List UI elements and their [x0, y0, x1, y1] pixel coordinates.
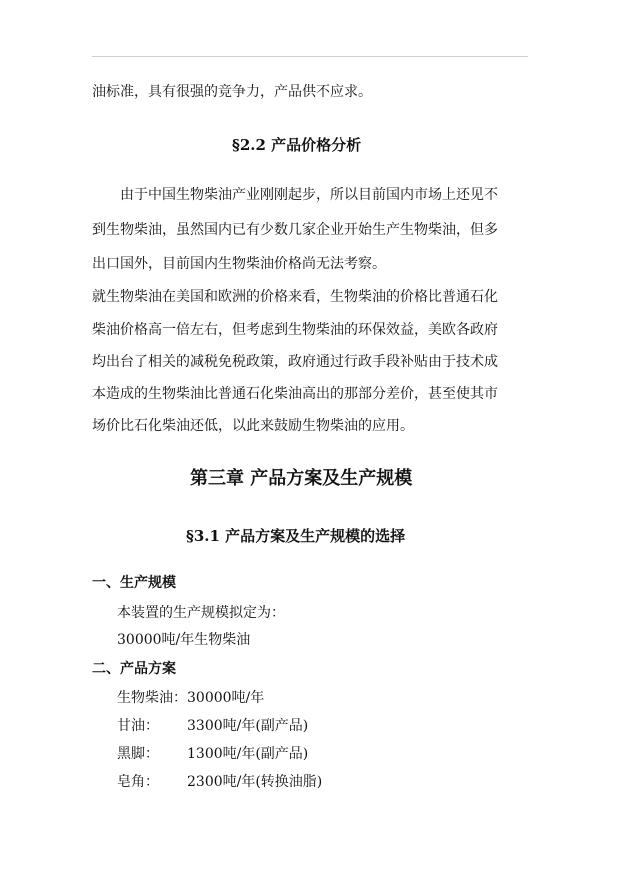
part1-line: 本装置的生产规模拟定为： — [117, 605, 285, 621]
paragraph-line: 本造成的生物柴油比普通石化柴油高出的那部分差价，甚至使其市 — [92, 386, 498, 402]
part1-line: 30000吨/年生物柴油 — [117, 632, 251, 648]
paragraph-line: 均出台了相关的减税免税政策，政府通过行政手段补贴由于技术成 — [92, 354, 498, 370]
paragraph-line: 出口国外，目前国内生物柴油价格尚无法考察。 — [92, 256, 386, 272]
intro-line: 油标准，具有很强的竞争力，产品供不应求。 — [92, 84, 372, 100]
section-3-1-title: §3.1 产品方案及生产规模的选择 — [186, 527, 406, 545]
product-name: 黑脚： — [117, 746, 159, 762]
paragraph-line: 由于中国生物柴油产业刚刚起步，所以目前国内市场上还见不 — [120, 187, 498, 203]
section-2-2-title: §2.2 产品价格分析 — [232, 136, 362, 154]
product-name: 甘油： — [117, 718, 159, 734]
part1-heading: 一、生产规模 — [92, 575, 176, 591]
product-name: 生物柴油： — [117, 690, 187, 706]
product-value: 3300吨/年(副产品) — [187, 718, 309, 734]
paragraph-line: 就生物柴油在美国和欧洲的价格来看，生物柴油的价格比普通石化 — [92, 289, 498, 305]
product-value: 2300吨/年(转换油脂) — [187, 774, 323, 790]
product-value: 30000吨/年 — [187, 690, 265, 706]
part2-heading: 二、产品方案 — [92, 661, 176, 677]
chapter-3-title: 第三章 产品方案及生产规模 — [190, 468, 413, 489]
header-rule — [92, 56, 528, 57]
product-value: 1300吨/年(副产品) — [187, 746, 309, 762]
paragraph-line: 柴油价格高一倍左右，但考虑到生物柴油的环保效益，美欧各政府 — [92, 322, 498, 338]
paragraph-line: 到生物柴油，虽然国内已有少数几家企业开始生产生物柴油，但多 — [92, 222, 498, 238]
product-name: 皂角： — [117, 774, 159, 790]
paragraph-line: 场价比石化柴油还低，以此来鼓励生物柴油的应用。 — [92, 418, 414, 434]
